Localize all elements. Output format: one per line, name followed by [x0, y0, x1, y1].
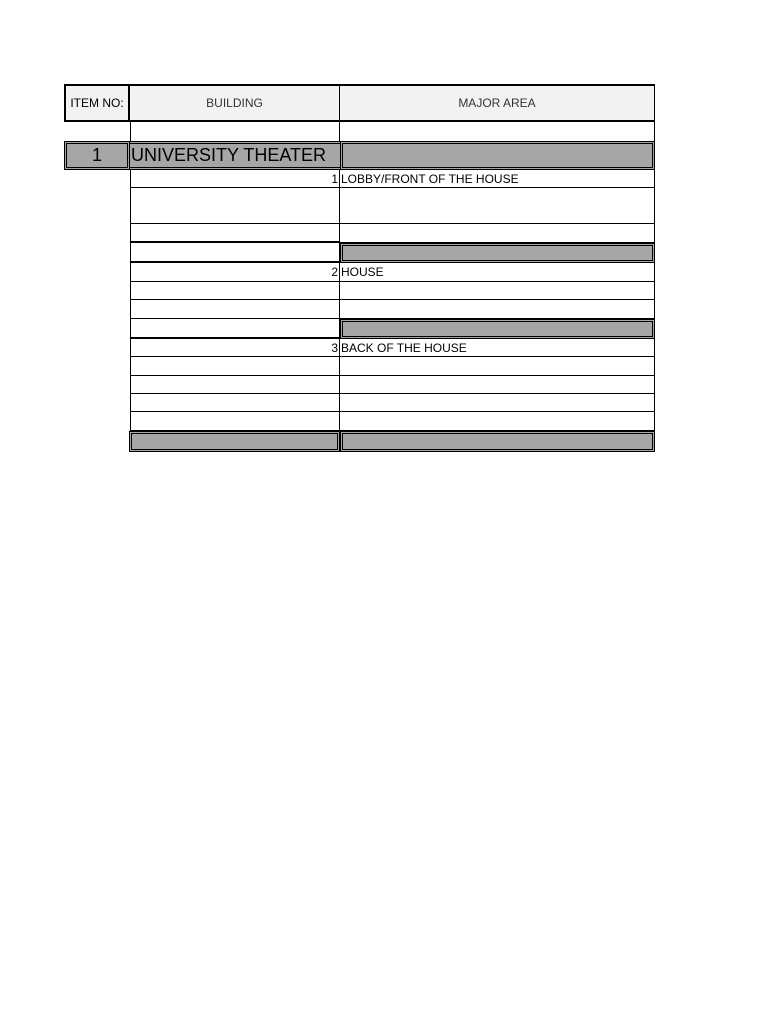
blank-cell[interactable] [130, 282, 340, 300]
subtotal-cell[interactable] [340, 243, 655, 263]
blank-cell[interactable] [130, 319, 340, 339]
area-number[interactable]: 2 [130, 263, 340, 282]
total-cell[interactable] [129, 431, 340, 452]
blank-cell[interactable] [130, 122, 340, 141]
header-item-no: ITEM NO: [64, 84, 130, 122]
blank-cell[interactable] [130, 376, 340, 394]
area-name[interactable]: BACK OF THE HOUSE [340, 339, 655, 357]
blank-cell[interactable] [130, 300, 340, 319]
area-name[interactable]: LOBBY/FRONT OF THE HOUSE [340, 170, 655, 188]
blank-cell[interactable] [340, 412, 655, 431]
blank-cell[interactable] [340, 224, 655, 243]
blank-cell[interactable] [130, 412, 340, 431]
blank-cell[interactable] [340, 122, 655, 141]
building-item-no[interactable]: 1 [64, 141, 130, 170]
total-cell[interactable] [340, 431, 655, 452]
building-area-cell[interactable] [340, 141, 655, 170]
blank-cell[interactable] [340, 394, 655, 412]
blank-cell[interactable] [130, 357, 340, 376]
blank-cell[interactable] [130, 224, 340, 243]
area-name[interactable]: HOUSE [340, 263, 655, 282]
blank-cell[interactable] [340, 282, 655, 300]
blank-cell[interactable] [130, 188, 340, 224]
area-number[interactable]: 3 [130, 339, 340, 357]
blank-cell[interactable] [130, 243, 340, 263]
blank-cell[interactable] [340, 376, 655, 394]
header-major-area: MAJOR AREA [340, 84, 655, 122]
area-number[interactable]: 1 [130, 170, 340, 188]
blank-cell[interactable] [340, 188, 655, 224]
subtotal-cell[interactable] [340, 319, 655, 339]
blank-cell[interactable] [340, 300, 655, 319]
building-name[interactable]: UNIVERSITY THEATER [130, 141, 340, 170]
blank-cell[interactable] [130, 394, 340, 412]
blank-cell[interactable] [340, 357, 655, 376]
header-building: BUILDING [130, 84, 340, 122]
